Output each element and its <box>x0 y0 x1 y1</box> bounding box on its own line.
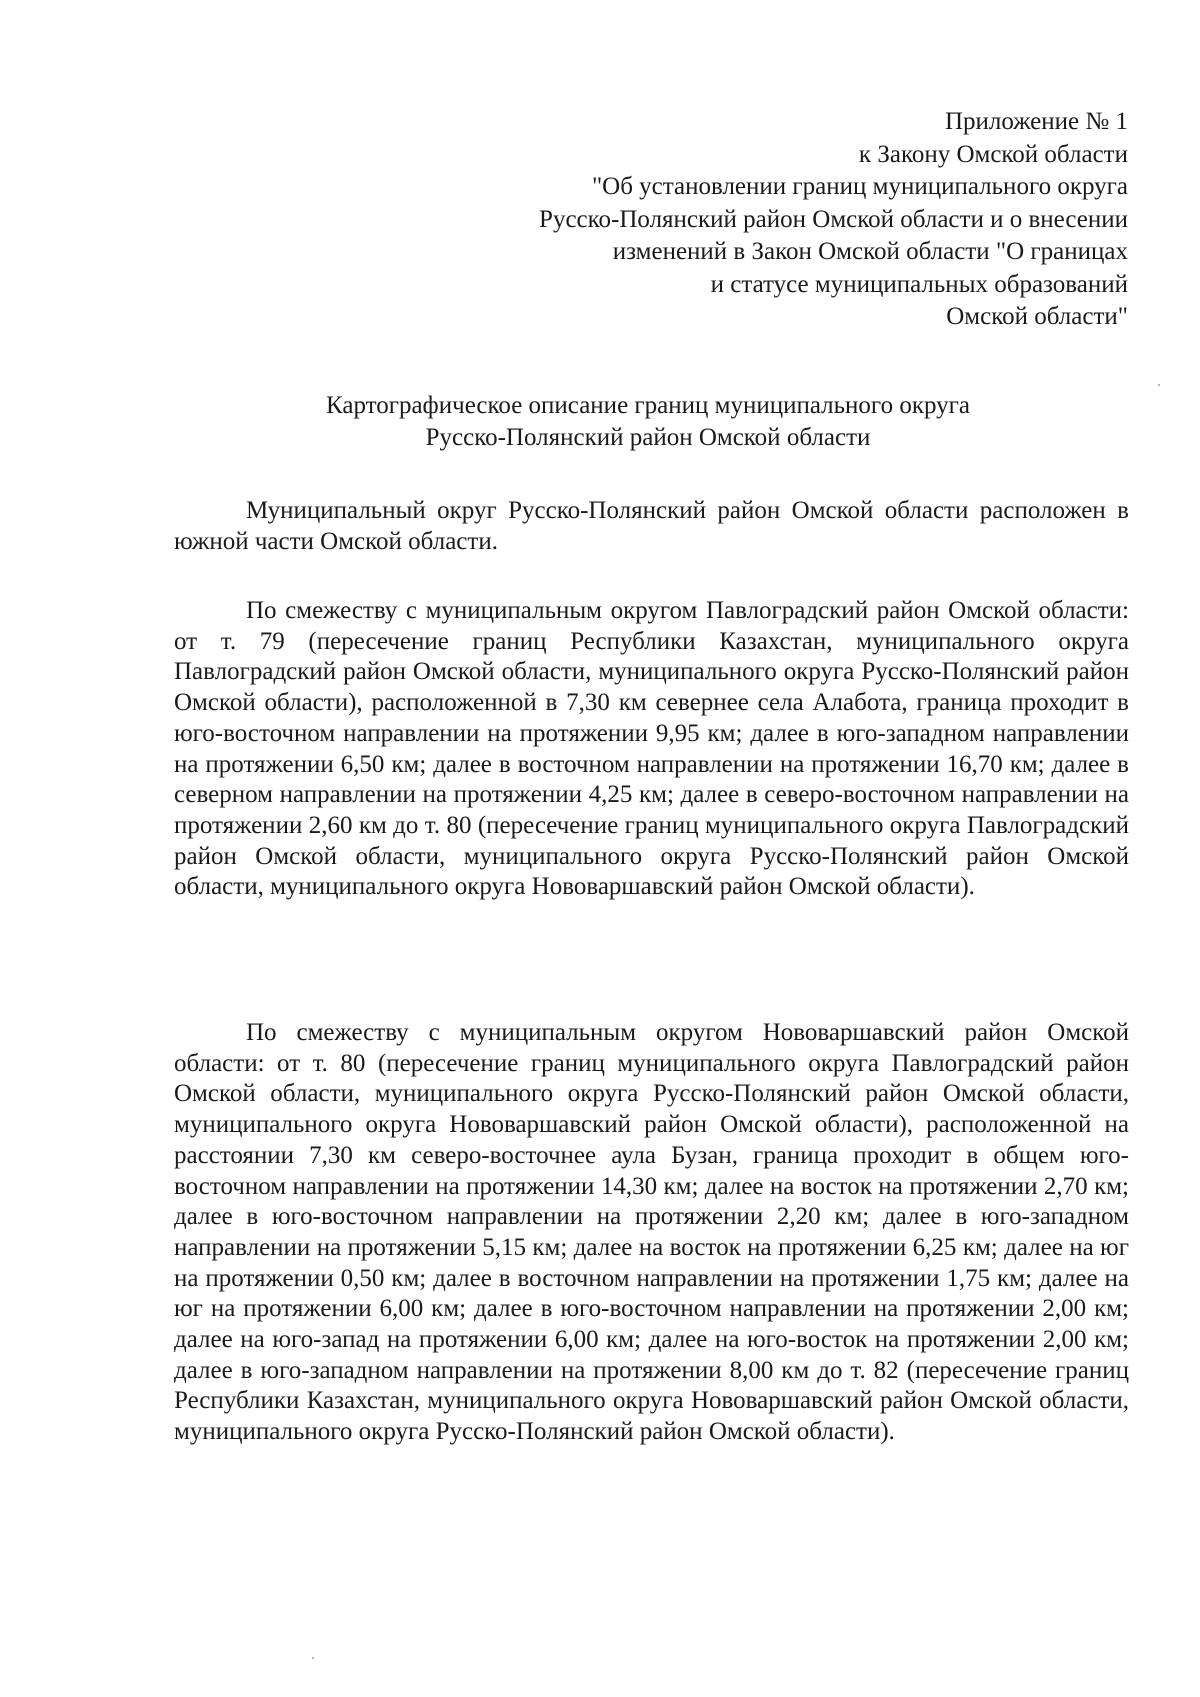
appendix-header <box>408 106 1128 334</box>
appendix-line: "Об установлении границ муниципального округа <box>591 173 1128 200</box>
appendix-line: Омской области" <box>946 303 1128 330</box>
appendix-line: Русско-Полянский район Омской области и о внесении <box>539 205 1128 233</box>
scan-artifact <box>1158 384 1160 386</box>
appendix-line: к Закону Омской области <box>858 140 1128 168</box>
title-line: Русско-Полянский район Омской области <box>425 424 871 451</box>
document-title <box>178 390 1118 454</box>
appendix-line: и статусе муниципальных образований <box>710 270 1128 298</box>
appendix-line: изменений в Закон Омской области "О границах <box>612 238 1128 265</box>
appendix-line: Приложение № 1 <box>944 108 1128 135</box>
paragraph-location: Муниципальный округ Русско-Полянский район Омской области расположен в южной части Омской области. <box>174 497 1129 555</box>
paragraph-novovarshavsky-border: По смежеству с муниципальным округом Нововаршавский район Омской области: от т. 80 (пересечение границ муниципального округа Павлоградский район Омской области, муниципального округа Русско-Полянский район Омской области, муниципального округа Нововаршавский район Омской области), расположенной на расстоянии 7,30 км северо-восточнее аула Бузан, граница проходит в общем юго-восточном направлении на протяжении 14,30 км; далее на восток на протяжении 2,70 км; далее в юго-восточном направлении на протяжении 2,20 км; далее в юго-западном направлении на протяжении 5,15 км; далее на восток на протяжении 6,25 км; далее на юг на протяжении 0,50 км; далее в восточном направлении на протяжении 1,75 км; далее на юг на протяжении 6,00 км; далее в юго-восточном направлении на протяжении 2,00 км; далее на юго-запад на протяжении 6,00 км; далее на юго-восток на протяжении 2,00 км; далее в юго-западном направлении на протяжении 8,00 км до т. 82 (пересечение границ Республики Казахстан, муниципального округа Нововаршавский район Омской области, муниципального округа Русско-Полянский район Омской области). <box>174 1019 1129 1446</box>
paragraph-pavlogradsky-border: По смежеству с муниципальным округом Павлоградский район Омской области: от т. 79 (пересечение границ Республики Казахстан, муниципального округа Павлоградский район Омской области, муниципального округа Русско-Полянский район Омской области), расположенной в 7,30 км севернее села Алабота, граница проходит в юго-восточном направлении на протяжении 9,95 км; далее в юго-западном направлении на протяжении 6,50 км; далее в восточном направлении на протяжении 16,70 км; далее в северном направлении на протяжении 4,25 км; далее в северо-восточном направлении на протяжении 2,60 км до т. 80 (пересечение границ муниципального округа Павлоградский район Омской области, муниципального округа Русско-Полянский район Омской области, муниципального округа Нововаршавский район Омской области). <box>174 597 1129 901</box>
scan-artifact <box>312 1657 314 1659</box>
title-line: Картографическое описание границ муниципального округа <box>326 392 970 419</box>
